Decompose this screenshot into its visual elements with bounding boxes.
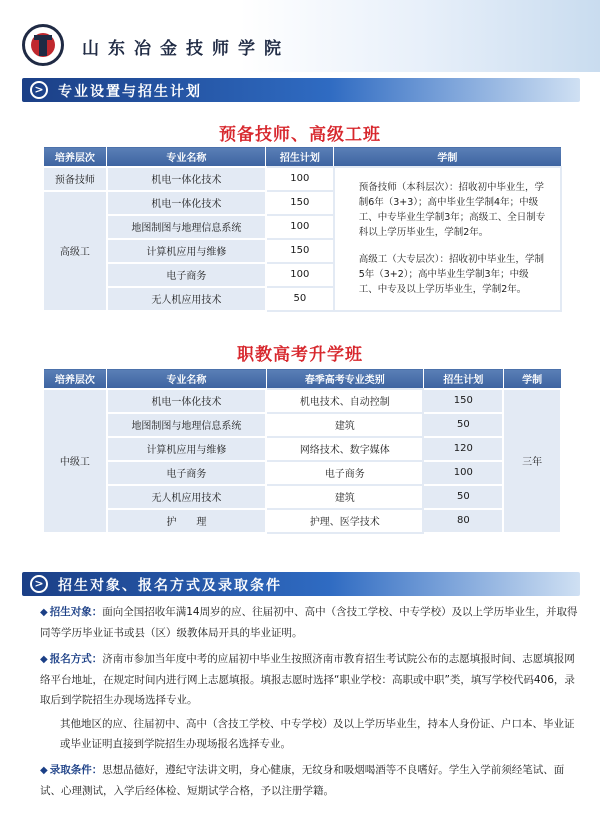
program-table-advanced bbox=[42, 146, 562, 312]
school-logo-icon bbox=[22, 24, 64, 66]
plan-cell: 50 bbox=[423, 485, 503, 509]
category-cell: 建筑 bbox=[266, 413, 423, 437]
plan-cell: 150 bbox=[423, 389, 503, 413]
major-cell: 无人机应用技术 bbox=[107, 485, 266, 509]
category-cell: 网络技术、数字媒体 bbox=[266, 437, 423, 461]
table-row bbox=[43, 437, 561, 461]
header-cell: 培养层次 bbox=[43, 147, 107, 167]
table-row bbox=[43, 167, 561, 191]
school-name: 山东冶金技师学院 bbox=[82, 39, 290, 59]
section-title: 招生对象、报名方式及录取条件 bbox=[58, 578, 282, 594]
duration-cell bbox=[334, 167, 561, 311]
chevron-right-icon: > bbox=[30, 575, 48, 593]
condition-label: 录取条件： bbox=[49, 764, 103, 776]
category-cell: 电子商务 bbox=[266, 461, 423, 485]
duration-text-senior-worker: 高级工（大专层次）：招收初中毕业生，学制5年（3+2）；高中毕业生学制3年；中级工、中专及以上学历毕业生，学制2年。 bbox=[358, 254, 544, 295]
major-cell: 地图制图与地理信息系统 bbox=[107, 215, 266, 239]
header-cell: 春季高考专业类别 bbox=[266, 369, 423, 389]
plan-cell: 50 bbox=[266, 287, 334, 311]
condition-text: 思想品德好，遵纪守法讲文明，身心健康，无纹身和吸烟喝酒等不良嗜好。学生入学前须经笔试、面试、心理测试，入学后经体检、短期试学合格，予以注册学籍。 bbox=[40, 764, 565, 797]
table-row bbox=[43, 509, 561, 533]
admission-text bbox=[40, 602, 580, 801]
plan-cell: 150 bbox=[266, 191, 334, 215]
major-cell: 无人机应用技术 bbox=[107, 287, 266, 311]
table-header-row bbox=[43, 147, 561, 167]
chevron-right-icon: > bbox=[30, 81, 48, 99]
header-cell: 学制 bbox=[334, 147, 561, 167]
table-row bbox=[43, 485, 561, 509]
duration-text-advanced-technician: 预备技师（本科层次）：招收初中毕业生，学制6年（3+3）；高中毕业生学制4年；中级工、中专毕业生学制3年；高级工、全日制专科以上学历毕业生，学制2年。 bbox=[358, 182, 546, 238]
major-cell: 电子商务 bbox=[107, 263, 266, 287]
header-cell: 培养层次 bbox=[43, 369, 107, 389]
category-cell: 建筑 bbox=[266, 485, 423, 509]
major-cell: 护 理 bbox=[107, 509, 266, 533]
table1-title: 预备技师、高级工班 bbox=[219, 125, 381, 145]
plan-cell: 80 bbox=[423, 509, 503, 533]
table2-title: 职教高考升学班 bbox=[237, 345, 363, 365]
header-cell: 招生计划 bbox=[423, 369, 503, 389]
header-cell: 专业名称 bbox=[107, 369, 266, 389]
major-cell: 计算机应用与维修 bbox=[107, 239, 266, 263]
plan-cell: 100 bbox=[423, 461, 503, 485]
major-cell: 计算机应用与维修 bbox=[107, 437, 266, 461]
category-cell: 机电技术、自动控制 bbox=[266, 389, 423, 413]
method-text-other-regions: 其他地区的应、往届初中、高中（含技工学校、中专学校）及以上学历毕业生，持本人身份证、户口本、毕业证或毕业证明直接到学院招生办现场报名选择专业。 bbox=[60, 718, 575, 750]
section-title: 专业设置与招生计划 bbox=[58, 84, 202, 100]
level-cell: 高级工 bbox=[43, 191, 107, 311]
header bbox=[0, 0, 600, 72]
plan-cell: 50 bbox=[423, 413, 503, 437]
plan-cell: 100 bbox=[266, 263, 334, 287]
section-bar-admission bbox=[22, 572, 580, 596]
table-row bbox=[43, 413, 561, 437]
plan-cell: 120 bbox=[423, 437, 503, 461]
major-cell: 地图制图与地理信息系统 bbox=[107, 413, 266, 437]
method-text: 济南市参加当年度中考的应届初中毕业生按照济南市教育招生考试院公布的志愿填报时间、志愿填报网络平台地址，在规定时间内进行网上志愿填报。填报志愿时选择“职业学校：高职或中职”类，填写学校代码406，录取后到学院招生办现场选择专业。 bbox=[40, 653, 575, 706]
method-label: 报名方式： bbox=[49, 653, 103, 665]
table-header-row bbox=[43, 369, 561, 389]
major-cell: 机电一体化技术 bbox=[107, 389, 266, 413]
header-cell: 学制 bbox=[503, 369, 561, 389]
target-text: 面向全国招收年满14周岁的应、往届初中、高中（含技工学校、中专学校）及以上学历毕业生，并取得同等学历毕业证书或县（区）级教体局开具的毕业证明。 bbox=[40, 606, 578, 639]
major-cell: 电子商务 bbox=[107, 461, 266, 485]
header-cell: 招生计划 bbox=[266, 147, 334, 167]
diamond-bullet-icon: ◆ bbox=[40, 765, 48, 776]
major-cell: 机电一体化技术 bbox=[107, 167, 266, 191]
diamond-bullet-icon: ◆ bbox=[40, 654, 48, 665]
diamond-bullet-icon: ◆ bbox=[40, 607, 48, 618]
section-bar-programs bbox=[22, 78, 580, 102]
table-row bbox=[43, 461, 561, 485]
admission-target bbox=[40, 602, 580, 643]
level-cell: 预备技师 bbox=[43, 167, 107, 191]
plan-cell: 100 bbox=[266, 167, 334, 191]
major-cell: 机电一体化技术 bbox=[107, 191, 266, 215]
plan-cell: 150 bbox=[266, 239, 334, 263]
duration-cell: 三年 bbox=[503, 389, 561, 533]
program-table-college-entrance bbox=[42, 368, 562, 534]
table-row bbox=[43, 389, 561, 413]
plan-cell: 100 bbox=[266, 215, 334, 239]
header-cell: 专业名称 bbox=[107, 147, 266, 167]
admission-method bbox=[40, 649, 580, 710]
admission-conditions bbox=[40, 760, 580, 801]
target-label: 招生对象： bbox=[49, 606, 103, 618]
category-cell: 护理、医学技术 bbox=[266, 509, 423, 533]
level-cell: 中级工 bbox=[43, 389, 107, 533]
